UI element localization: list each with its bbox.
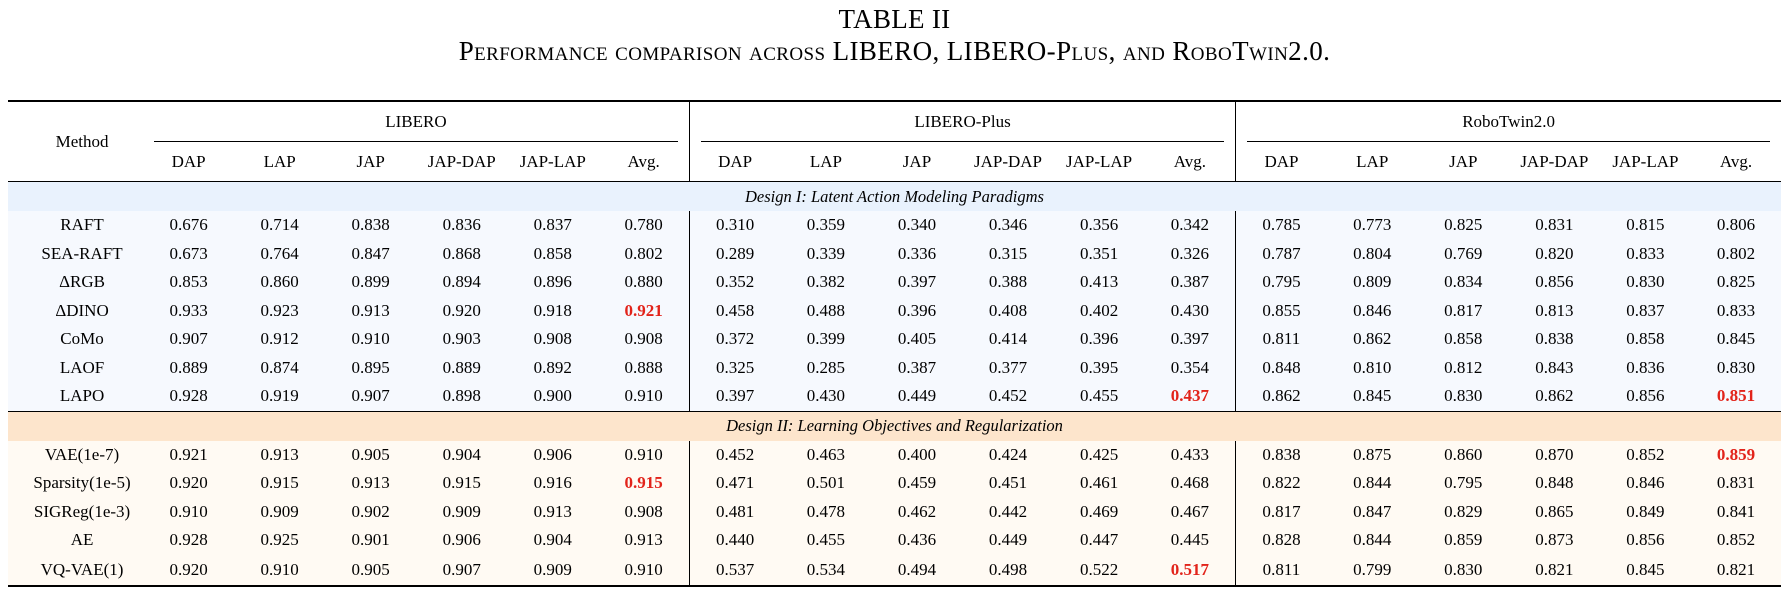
value-cell: 0.387 xyxy=(1145,268,1236,297)
table-row xyxy=(8,325,1781,354)
value-cell: 0.414 xyxy=(963,325,1054,354)
value-cell: 0.904 xyxy=(507,526,598,555)
value-cell: 0.397 xyxy=(1145,325,1236,354)
value-cell: 0.396 xyxy=(871,297,962,326)
value-cell: 0.915 xyxy=(234,469,325,498)
value-cell: 0.346 xyxy=(963,211,1054,240)
column-header: JAP-LAP xyxy=(1066,151,1133,171)
value-cell: 0.372 xyxy=(689,325,780,354)
value-cell: 0.837 xyxy=(507,211,598,240)
value-cell: 0.875 xyxy=(1327,441,1418,470)
value-cell: 0.831 xyxy=(1691,469,1781,498)
value-cell: 0.855 xyxy=(1236,297,1327,326)
value-cell: 0.921 xyxy=(598,297,689,326)
value-cell: 0.856 xyxy=(1509,268,1600,297)
method-name: LAPO xyxy=(8,382,143,411)
value-cell: 0.673 xyxy=(143,240,234,269)
value-cell: 0.848 xyxy=(1236,354,1327,383)
value-cell: 0.339 xyxy=(780,240,871,269)
value-cell: 0.436 xyxy=(871,526,962,555)
value-cell: 0.402 xyxy=(1054,297,1145,326)
value-cell: 0.858 xyxy=(1418,325,1509,354)
value-cell: 0.810 xyxy=(1327,354,1418,383)
value-cell: 0.815 xyxy=(1600,211,1691,240)
value-cell: 0.336 xyxy=(871,240,962,269)
value-cell: 0.909 xyxy=(234,498,325,527)
value-cell: 0.845 xyxy=(1691,325,1781,354)
value-cell: 0.913 xyxy=(325,297,416,326)
value-cell: 0.351 xyxy=(1054,240,1145,269)
value-cell: 0.387 xyxy=(871,354,962,383)
column-header: DAP xyxy=(171,151,206,171)
column-header: JAP xyxy=(356,151,385,171)
value-cell: 0.928 xyxy=(143,382,234,411)
group-header-libero-plus: LIBERO-Plus xyxy=(689,101,1235,142)
value-cell: 0.918 xyxy=(507,297,598,326)
value-cell: 0.870 xyxy=(1509,441,1600,470)
column-header: JAP-DAP xyxy=(1520,151,1589,171)
value-cell: 0.471 xyxy=(689,469,780,498)
value-cell: 0.352 xyxy=(689,268,780,297)
value-cell: 0.838 xyxy=(325,211,416,240)
value-cell: 0.813 xyxy=(1509,297,1600,326)
value-cell: 0.903 xyxy=(416,325,507,354)
value-cell: 0.858 xyxy=(1600,325,1691,354)
value-cell: 0.397 xyxy=(871,268,962,297)
value-cell: 0.862 xyxy=(1327,325,1418,354)
value-cell: 0.830 xyxy=(1691,354,1781,383)
value-cell: 0.900 xyxy=(507,382,598,411)
value-cell: 0.844 xyxy=(1327,469,1418,498)
group-header-libero: LIBERO xyxy=(143,101,689,142)
value-cell: 0.829 xyxy=(1418,498,1509,527)
column-header: DAP xyxy=(1236,142,1327,182)
value-cell: 0.851 xyxy=(1691,382,1781,411)
value-cell: 0.849 xyxy=(1600,498,1691,527)
value-cell: 0.907 xyxy=(416,555,507,586)
value-cell: 0.920 xyxy=(143,469,234,498)
value-cell: 0.906 xyxy=(416,526,507,555)
table-row xyxy=(8,268,1781,297)
value-cell: 0.834 xyxy=(1418,268,1509,297)
value-cell: 0.795 xyxy=(1418,469,1509,498)
value-cell: 0.498 xyxy=(963,555,1054,586)
value-cell: 0.910 xyxy=(143,498,234,527)
value-cell: 0.892 xyxy=(507,354,598,383)
value-cell: 0.895 xyxy=(325,354,416,383)
value-cell: 0.459 xyxy=(871,469,962,498)
value-cell: 0.802 xyxy=(598,240,689,269)
table-caption: Performance comparison across LIBERO, LIBERO-Plus, and RoboTwin2.0. xyxy=(458,36,1331,66)
value-cell: 0.908 xyxy=(598,325,689,354)
value-cell: 0.285 xyxy=(780,354,871,383)
value-cell: 0.916 xyxy=(507,469,598,498)
value-cell: 0.845 xyxy=(1327,382,1418,411)
value-cell: 0.785 xyxy=(1236,211,1327,240)
column-header: JAP-DAP xyxy=(974,151,1043,171)
table-row xyxy=(8,469,1781,498)
value-cell: 0.449 xyxy=(963,526,1054,555)
value-cell: 0.447 xyxy=(1054,526,1145,555)
value-cell: 0.873 xyxy=(1509,526,1600,555)
value-cell: 0.822 xyxy=(1236,469,1327,498)
table-row xyxy=(8,498,1781,527)
value-cell: 0.913 xyxy=(598,526,689,555)
value-cell: 0.846 xyxy=(1600,469,1691,498)
value-cell: 0.896 xyxy=(507,268,598,297)
value-cell: 0.838 xyxy=(1236,441,1327,470)
method-name: Sparsity(1e-5) xyxy=(8,469,143,498)
table-title: TABLE II xyxy=(838,4,951,34)
value-cell: 0.865 xyxy=(1509,498,1600,527)
value-cell: 0.860 xyxy=(234,268,325,297)
header-row-groups xyxy=(8,101,1781,142)
value-cell: 0.377 xyxy=(963,354,1054,383)
value-cell: 0.359 xyxy=(780,211,871,240)
column-header: Avg. xyxy=(1173,151,1207,171)
value-cell: 0.787 xyxy=(1236,240,1327,269)
value-cell: 0.310 xyxy=(689,211,780,240)
value-cell: 0.325 xyxy=(689,354,780,383)
value-cell: 0.764 xyxy=(234,240,325,269)
value-cell: 0.910 xyxy=(325,325,416,354)
value-cell: 0.430 xyxy=(780,382,871,411)
section-header-row xyxy=(8,182,1781,212)
column-header: DAP xyxy=(689,142,780,182)
value-cell: 0.838 xyxy=(1509,325,1600,354)
performance-table xyxy=(8,100,1781,587)
value-cell: 0.833 xyxy=(1691,297,1781,326)
value-cell: 0.356 xyxy=(1054,211,1145,240)
value-cell: 0.804 xyxy=(1327,240,1418,269)
value-cell: 0.809 xyxy=(1327,268,1418,297)
value-cell: 0.830 xyxy=(1418,555,1509,586)
value-cell: 0.537 xyxy=(689,555,780,586)
value-cell: 0.396 xyxy=(1054,325,1145,354)
value-cell: 0.841 xyxy=(1691,498,1781,527)
value-cell: 0.455 xyxy=(780,526,871,555)
value-cell: 0.676 xyxy=(143,211,234,240)
value-cell: 0.837 xyxy=(1600,297,1691,326)
method-name: SIGReg(1e-3) xyxy=(8,498,143,527)
value-cell: 0.888 xyxy=(598,354,689,383)
value-cell: 0.904 xyxy=(416,441,507,470)
value-cell: 0.811 xyxy=(1236,325,1327,354)
value-cell: 0.828 xyxy=(1236,526,1327,555)
value-cell: 0.915 xyxy=(416,469,507,498)
table-row xyxy=(8,555,1781,586)
value-cell: 0.853 xyxy=(143,268,234,297)
value-cell: 0.467 xyxy=(1145,498,1236,527)
value-cell: 0.340 xyxy=(871,211,962,240)
value-cell: 0.908 xyxy=(598,498,689,527)
value-cell: 0.714 xyxy=(234,211,325,240)
column-header: LAP xyxy=(1356,151,1389,171)
value-cell: 0.848 xyxy=(1509,469,1600,498)
value-cell: 0.933 xyxy=(143,297,234,326)
value-cell: 0.830 xyxy=(1600,268,1691,297)
value-cell: 0.852 xyxy=(1691,526,1781,555)
value-cell: 0.825 xyxy=(1418,211,1509,240)
value-cell: 0.858 xyxy=(507,240,598,269)
value-cell: 0.920 xyxy=(143,555,234,586)
section-header-row xyxy=(8,411,1781,441)
value-cell: 0.315 xyxy=(963,240,1054,269)
value-cell: 0.449 xyxy=(871,382,962,411)
value-cell: 0.442 xyxy=(963,498,1054,527)
value-cell: 0.382 xyxy=(780,268,871,297)
value-cell: 0.909 xyxy=(416,498,507,527)
value-cell: 0.817 xyxy=(1236,498,1327,527)
value-cell: 0.845 xyxy=(1600,555,1691,586)
value-cell: 0.921 xyxy=(143,441,234,470)
value-cell: 0.919 xyxy=(234,382,325,411)
value-cell: 0.468 xyxy=(1145,469,1236,498)
value-cell: 0.821 xyxy=(1691,555,1781,586)
group-header-robotwin: RoboTwin2.0 xyxy=(1236,101,1781,142)
value-cell: 0.836 xyxy=(1600,354,1691,383)
value-cell: 0.905 xyxy=(325,441,416,470)
value-cell: 0.501 xyxy=(780,469,871,498)
method-name: VQ-VAE(1) xyxy=(8,555,143,586)
value-cell: 0.928 xyxy=(143,526,234,555)
value-cell: 0.910 xyxy=(598,441,689,470)
value-cell: 0.811 xyxy=(1236,555,1327,586)
value-cell: 0.494 xyxy=(871,555,962,586)
value-cell: 0.354 xyxy=(1145,354,1236,383)
value-cell: 0.908 xyxy=(507,325,598,354)
value-cell: 0.843 xyxy=(1509,354,1600,383)
table-row xyxy=(8,354,1781,383)
value-cell: 0.906 xyxy=(507,441,598,470)
value-cell: 0.862 xyxy=(1236,382,1327,411)
value-cell: 0.901 xyxy=(325,526,416,555)
value-cell: 0.889 xyxy=(416,354,507,383)
header-row-columns xyxy=(8,142,1781,182)
value-cell: 0.913 xyxy=(325,469,416,498)
value-cell: 0.289 xyxy=(689,240,780,269)
value-cell: 0.923 xyxy=(234,297,325,326)
value-cell: 0.430 xyxy=(1145,297,1236,326)
value-cell: 0.905 xyxy=(325,555,416,586)
value-cell: 0.909 xyxy=(507,555,598,586)
value-cell: 0.847 xyxy=(1327,498,1418,527)
value-cell: 0.846 xyxy=(1327,297,1418,326)
method-name: VAE(1e-7) xyxy=(8,441,143,470)
value-cell: 0.437 xyxy=(1145,382,1236,411)
value-cell: 0.469 xyxy=(1054,498,1145,527)
value-cell: 0.820 xyxy=(1509,240,1600,269)
column-header: Avg. xyxy=(1719,151,1753,171)
value-cell: 0.445 xyxy=(1145,526,1236,555)
value-cell: 0.831 xyxy=(1509,211,1600,240)
value-cell: 0.898 xyxy=(416,382,507,411)
value-cell: 0.880 xyxy=(598,268,689,297)
value-cell: 0.395 xyxy=(1054,354,1145,383)
value-cell: 0.920 xyxy=(416,297,507,326)
value-cell: 0.488 xyxy=(780,297,871,326)
method-name: SEA-RAFT xyxy=(8,240,143,269)
value-cell: 0.773 xyxy=(1327,211,1418,240)
table-row xyxy=(8,441,1781,470)
method-name: CoMo xyxy=(8,325,143,354)
value-cell: 0.534 xyxy=(780,555,871,586)
value-cell: 0.522 xyxy=(1054,555,1145,586)
table-row xyxy=(8,382,1781,411)
method-name: RAFT xyxy=(8,211,143,240)
value-cell: 0.833 xyxy=(1600,240,1691,269)
value-cell: 0.912 xyxy=(234,325,325,354)
value-cell: 0.907 xyxy=(325,382,416,411)
value-cell: 0.907 xyxy=(143,325,234,354)
value-cell: 0.517 xyxy=(1145,555,1236,586)
value-cell: 0.889 xyxy=(143,354,234,383)
value-cell: 0.836 xyxy=(416,211,507,240)
value-cell: 0.458 xyxy=(689,297,780,326)
value-cell: 0.326 xyxy=(1145,240,1236,269)
table-row xyxy=(8,297,1781,326)
table-row xyxy=(8,526,1781,555)
value-cell: 0.481 xyxy=(689,498,780,527)
value-cell: 0.400 xyxy=(871,441,962,470)
column-header: LAP xyxy=(263,151,296,171)
value-cell: 0.452 xyxy=(963,382,1054,411)
value-cell: 0.462 xyxy=(871,498,962,527)
value-cell: 0.440 xyxy=(689,526,780,555)
value-cell: 0.799 xyxy=(1327,555,1418,586)
section-title: Design II: Learning Objectives and Regularization xyxy=(8,411,1781,441)
value-cell: 0.910 xyxy=(598,382,689,411)
column-header: Avg. xyxy=(627,151,660,171)
value-cell: 0.862 xyxy=(1509,382,1600,411)
value-cell: 0.342 xyxy=(1145,211,1236,240)
value-cell: 0.821 xyxy=(1509,555,1600,586)
value-cell: 0.913 xyxy=(507,498,598,527)
table-row xyxy=(8,211,1781,240)
value-cell: 0.844 xyxy=(1327,526,1418,555)
value-cell: 0.812 xyxy=(1418,354,1509,383)
value-cell: 0.902 xyxy=(325,498,416,527)
value-cell: 0.413 xyxy=(1054,268,1145,297)
value-cell: 0.455 xyxy=(1054,382,1145,411)
method-name: ΔDINO xyxy=(8,297,143,326)
method-name: AE xyxy=(8,526,143,555)
column-header: JAP xyxy=(1449,151,1478,171)
value-cell: 0.894 xyxy=(416,268,507,297)
value-cell: 0.910 xyxy=(234,555,325,586)
value-cell: 0.925 xyxy=(234,526,325,555)
value-cell: 0.915 xyxy=(598,469,689,498)
value-cell: 0.451 xyxy=(963,469,1054,498)
value-cell: 0.405 xyxy=(871,325,962,354)
table-row xyxy=(8,240,1781,269)
value-cell: 0.388 xyxy=(963,268,1054,297)
value-cell: 0.802 xyxy=(1691,240,1781,269)
value-cell: 0.910 xyxy=(598,555,689,586)
value-cell: 0.780 xyxy=(598,211,689,240)
section-title: Design I: Latent Action Modeling Paradigms xyxy=(8,182,1781,212)
value-cell: 0.913 xyxy=(234,441,325,470)
value-cell: 0.795 xyxy=(1236,268,1327,297)
value-cell: 0.478 xyxy=(780,498,871,527)
value-cell: 0.806 xyxy=(1691,211,1781,240)
method-name: ΔRGB xyxy=(8,268,143,297)
value-cell: 0.397 xyxy=(689,382,780,411)
value-cell: 0.461 xyxy=(1054,469,1145,498)
value-cell: 0.830 xyxy=(1418,382,1509,411)
value-cell: 0.463 xyxy=(780,441,871,470)
value-cell: 0.408 xyxy=(963,297,1054,326)
value-cell: 0.424 xyxy=(963,441,1054,470)
value-cell: 0.399 xyxy=(780,325,871,354)
column-header: LAP xyxy=(809,151,842,171)
value-cell: 0.868 xyxy=(416,240,507,269)
value-cell: 0.425 xyxy=(1054,441,1145,470)
value-cell: 0.817 xyxy=(1418,297,1509,326)
column-header: JAP-DAP xyxy=(427,151,496,171)
value-cell: 0.856 xyxy=(1600,382,1691,411)
value-cell: 0.852 xyxy=(1600,441,1691,470)
value-cell: 0.825 xyxy=(1691,268,1781,297)
value-cell: 0.859 xyxy=(1418,526,1509,555)
value-cell: 0.874 xyxy=(234,354,325,383)
value-cell: 0.452 xyxy=(689,441,780,470)
value-cell: 0.856 xyxy=(1600,526,1691,555)
value-cell: 0.899 xyxy=(325,268,416,297)
method-name: LAOF xyxy=(8,354,143,383)
method-column-header: Method xyxy=(55,131,109,151)
column-header: JAP-LAP xyxy=(1612,151,1679,171)
value-cell: 0.433 xyxy=(1145,441,1236,470)
column-header: JAP-LAP xyxy=(519,151,586,171)
column-header: JAP xyxy=(902,151,932,171)
value-cell: 0.847 xyxy=(325,240,416,269)
value-cell: 0.860 xyxy=(1418,441,1509,470)
value-cell: 0.859 xyxy=(1691,441,1781,470)
value-cell: 0.769 xyxy=(1418,240,1509,269)
